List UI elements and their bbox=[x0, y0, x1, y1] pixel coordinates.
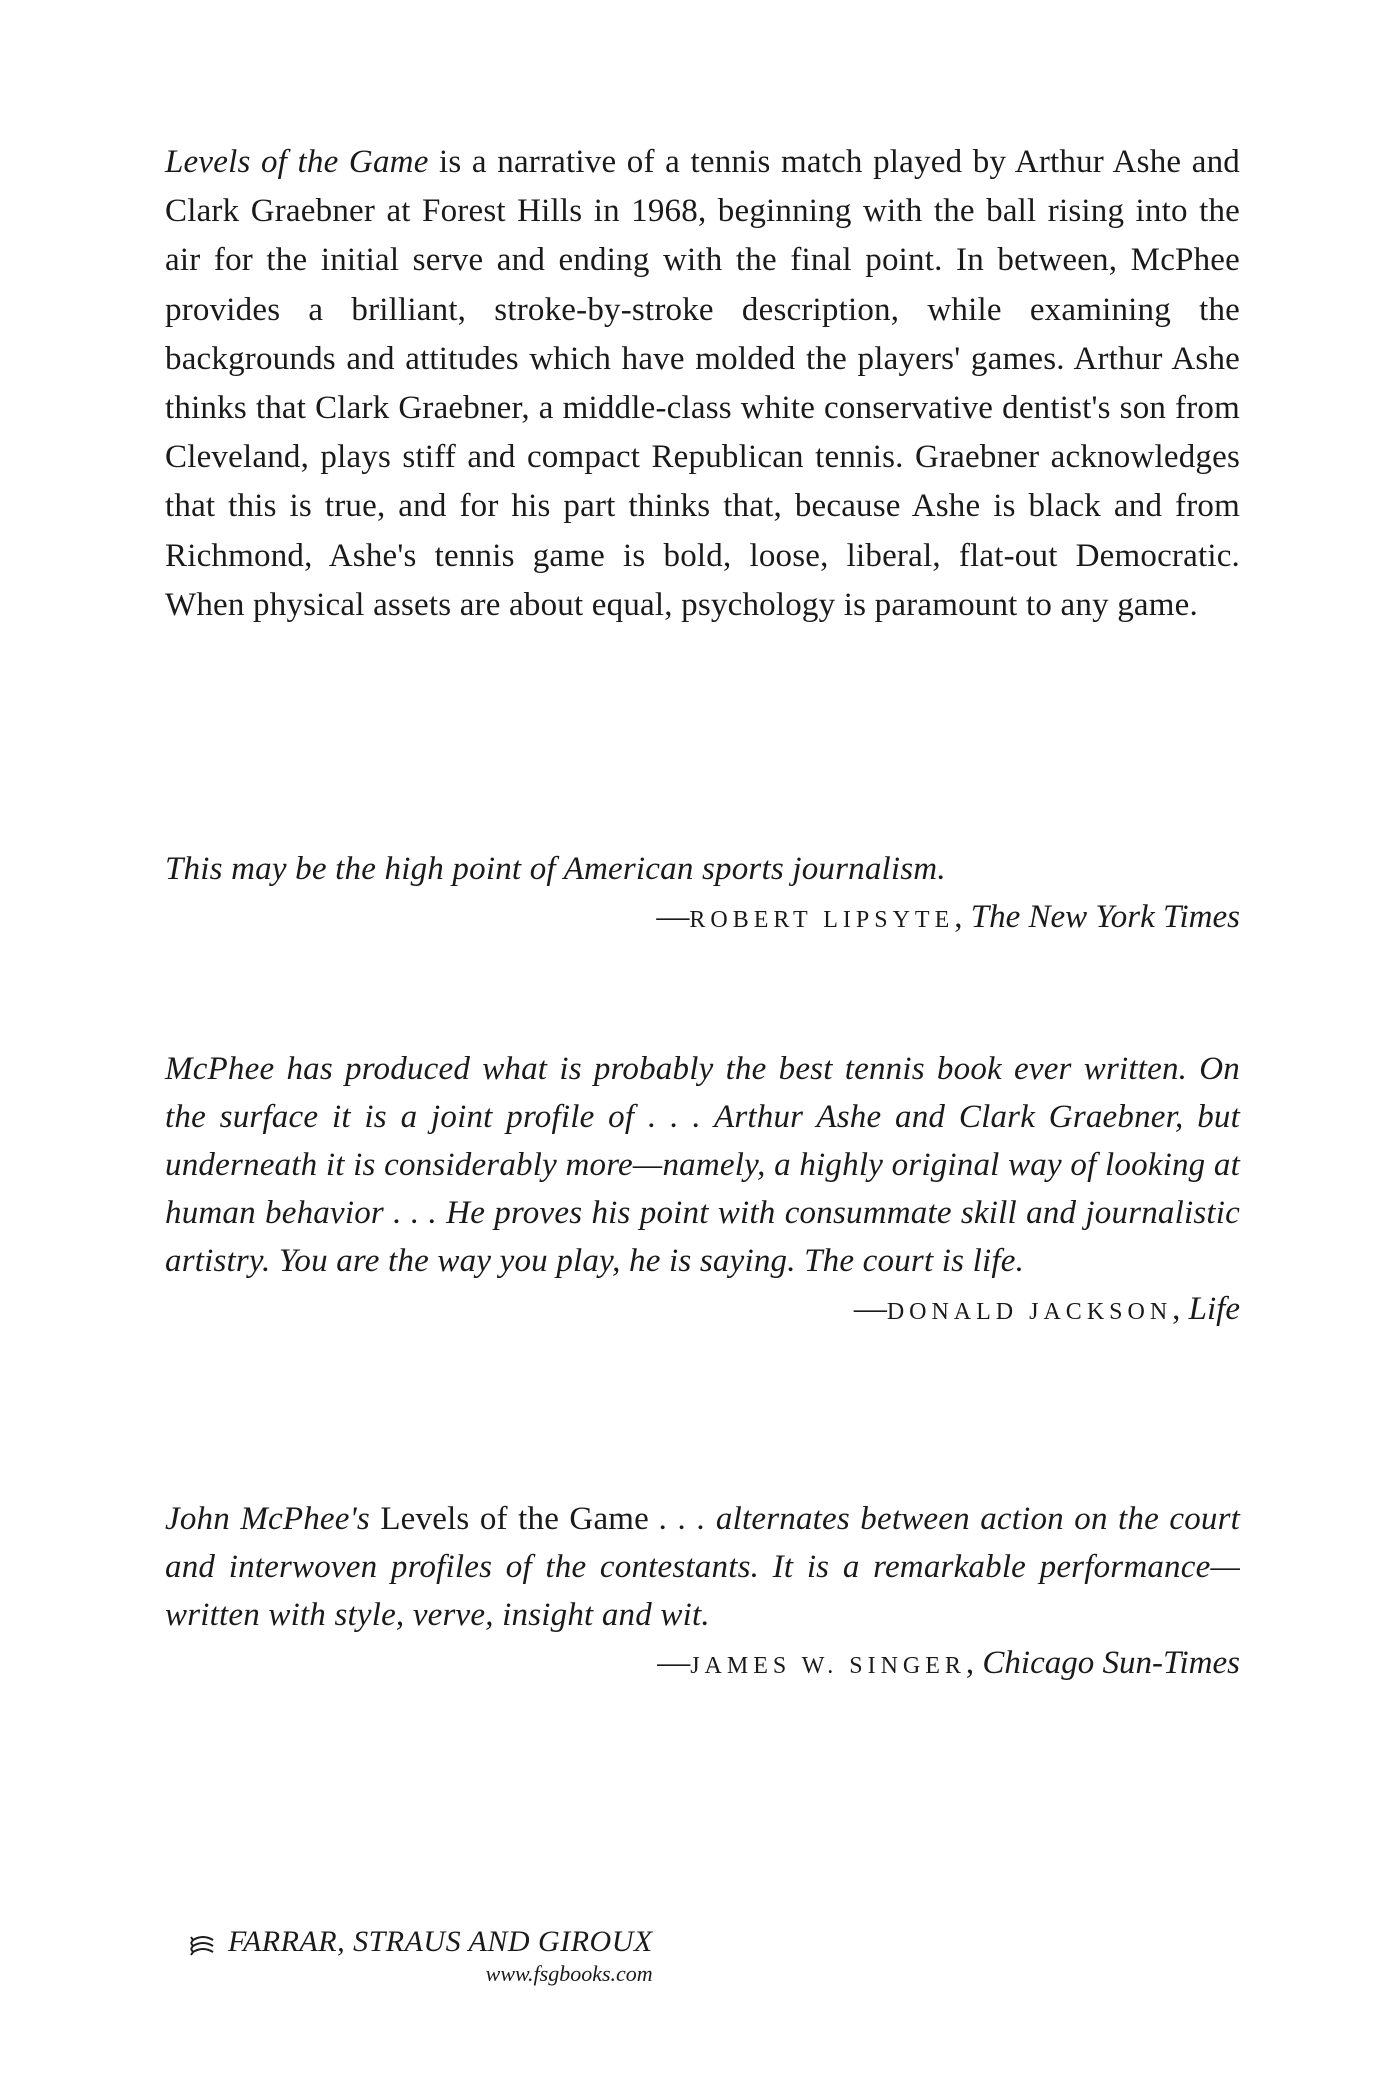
quote-after: . . . alternates between action on the court and interwoven profiles of the contestants. It is a remarkable performance—written with style, verve, insight and wit. bbox=[165, 1501, 1240, 1633]
publication-name: Life bbox=[1188, 1291, 1240, 1327]
publisher-line bbox=[190, 1925, 653, 1959]
review-attribution bbox=[165, 893, 1240, 944]
publisher-url: www.fsgbooks.com bbox=[485, 1961, 653, 1986]
attribution-dash: — bbox=[853, 1291, 887, 1327]
review-lipsyte bbox=[165, 845, 1240, 944]
review-jackson bbox=[165, 1045, 1240, 1336]
publisher-name: FARRAR, STRAUS AND GIROUX bbox=[228, 1925, 653, 1958]
reviewer-name: JAMES W. SINGER bbox=[690, 1653, 966, 1679]
quote-book-title: Levels of the Game bbox=[380, 1501, 650, 1537]
review-quote: This may be the high point of American sports journalism. bbox=[165, 851, 946, 887]
quote-before: John McPhee's bbox=[165, 1501, 381, 1537]
fsg-fish-logo-icon bbox=[190, 1931, 216, 1953]
attribution-dash: — bbox=[656, 899, 690, 935]
description-blurb bbox=[165, 138, 1240, 630]
review-attribution bbox=[165, 1285, 1240, 1336]
review-quote: McPhee has produced what is probably the best tennis book ever written. On the surface it is a joint profile of . . . Arthur Ashe and Clark Graebner, but underneath it is considerably more—namely, a highly original way of looking at human behavior . . . He proves his point with consummate skill and journalistic artistry. You are the way you play, he is saying. The court is life. bbox=[165, 1051, 1240, 1279]
review-attribution bbox=[165, 1639, 1240, 1690]
attribution-dash: — bbox=[657, 1645, 691, 1681]
review-singer bbox=[165, 1495, 1240, 1690]
reviewer-name: DONALD JACKSON bbox=[886, 1299, 1173, 1325]
blurb-body: is a narrative of a tennis match played by Arthur Ashe and Clark Graebner at Forest Hills in 1968, beginning with the ball rising into the air for the initial serve and ending with the final point. In between, McPhee provides a brilliant, stroke-by-stroke description, while examining the backgrounds and attitudes which have molded the players' games. Arthur Ashe thinks that Clark Graebner, a middle-class white conservative dentist's son from Cleveland, plays stiff and compact Republican tennis. Graebner acknowledges that this is true, and for his part thinks that, because Ashe is black and from Richmond, Ashe's tennis game is bold, loose, liberal, flat-out Democratic. When physical assets are about equal, psychology is paramount to any game. bbox=[165, 144, 1240, 623]
publisher-imprint bbox=[190, 1925, 653, 1987]
reviewer-name: ROBERT LIPSYTE bbox=[689, 907, 955, 933]
publication-name: The New York Times bbox=[970, 899, 1240, 935]
attribution-separator: , bbox=[954, 899, 971, 935]
review-quote bbox=[165, 1495, 1240, 1639]
attribution-separator: , bbox=[1172, 1291, 1189, 1327]
publication-name: Chicago Sun-Times bbox=[982, 1645, 1240, 1681]
attribution-separator: , bbox=[965, 1645, 983, 1681]
book-title: Levels of the Game bbox=[165, 144, 429, 180]
